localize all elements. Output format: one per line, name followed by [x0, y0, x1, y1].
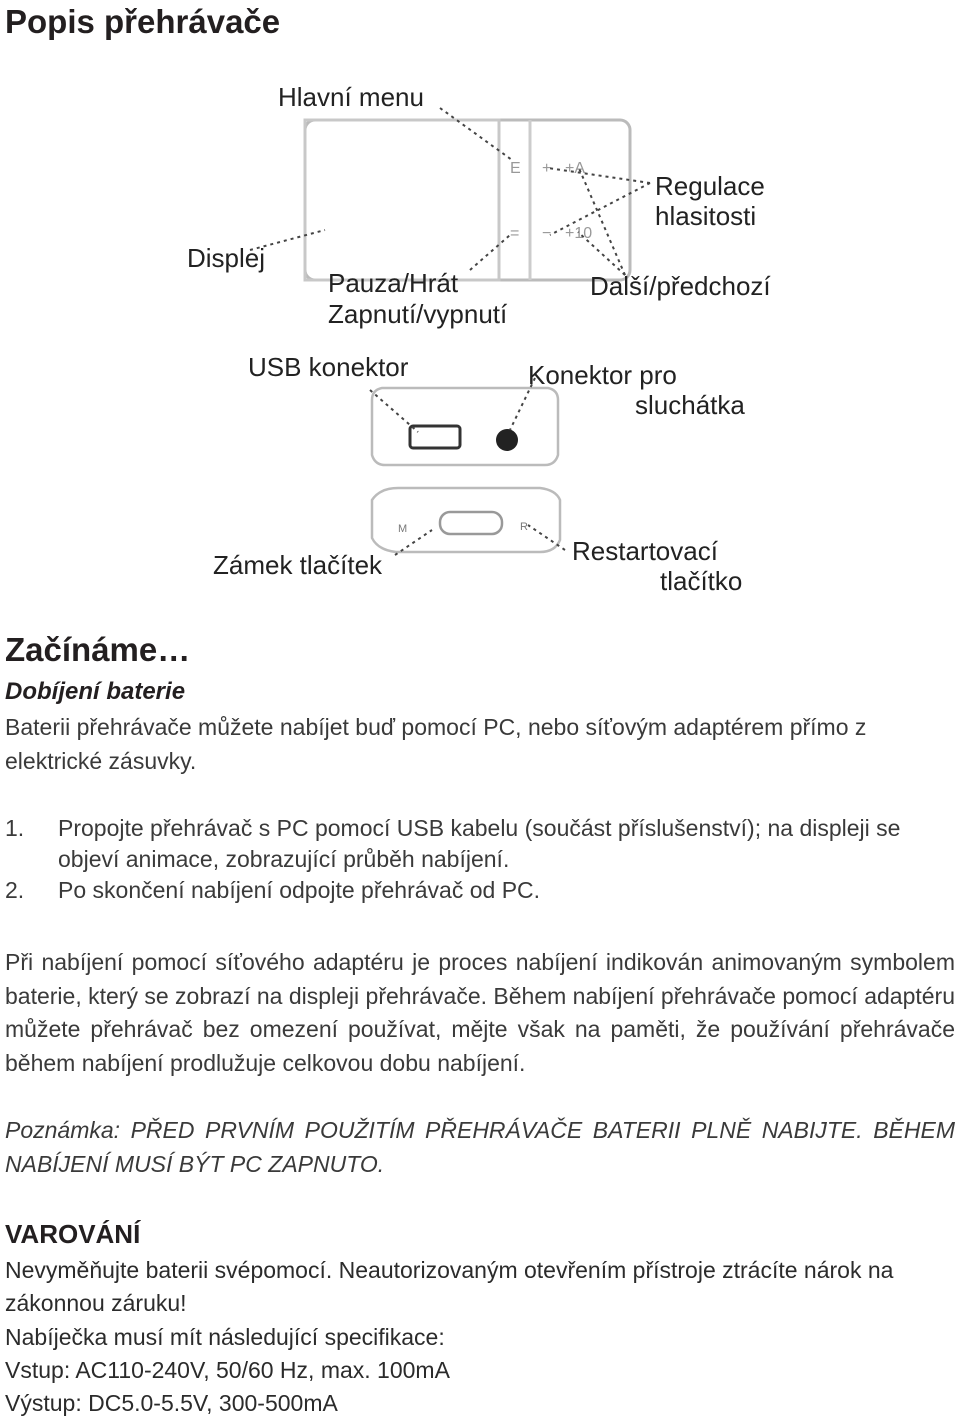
intro-paragraph: Baterii přehrávače můžete nabíjet buď pomocí PC, nebo síťovým adaptérem přímo z elektrické zásuvky. — [5, 714, 867, 774]
label-reset-line1: Restartovací — [572, 536, 718, 566]
prev-glyph: +10 — [565, 225, 593, 242]
page-title: Popis přehrávače — [5, 3, 281, 40]
usb-port-shape — [410, 426, 460, 448]
section-title: Začínáme… — [5, 631, 191, 668]
label-usb: USB konektor — [248, 352, 409, 382]
player-diagram — [0, 60, 960, 620]
step-number: 2. — [5, 877, 25, 903]
warning-title: VAROVÁNÍ — [5, 1219, 141, 1249]
label-volume-line1: Regulace — [655, 171, 765, 201]
step-text: Po skončení nabíjení odpojte přehrávač od PC. — [58, 877, 541, 903]
label-headphone-line2: sluchátka — [635, 390, 745, 420]
list-item — [5, 875, 955, 906]
warning-text: Nevyměňujte baterii svépomocí. Neautorizovaným otevřením přístroje ztrácíte nárok na zákonnou záruku! — [5, 1257, 894, 1316]
step-text: Propojte přehrávač s PC pomocí USB kabelu (součást příslušenství); na displeji se objeví animace, zobrazující průběh nabíjení. — [58, 815, 901, 872]
label-next-prev: Další/předchozí — [590, 271, 771, 301]
label-key-lock: Zámek tlačítek — [213, 550, 383, 580]
vol-up-glyph: + — [542, 160, 552, 177]
label-headphone-line1: Konektor pro — [528, 360, 677, 390]
label-power: Zapnutí/vypnutí — [328, 299, 508, 329]
device-body — [305, 120, 630, 280]
player-bottom-view — [372, 388, 558, 465]
adapter-paragraph: Při nabíjení pomocí síťového adaptéru je proces nabíjení indikován animovaným symbolem baterie, který se zobrazí na displeji přehrávače. Během nabíjení přehrávače pomocí adaptéru můžete přehrávač bez omezení používat, mějte však na paměti, že používání přehrávače během nabíjení prodlužuje celkovou dobu nabíjení. — [5, 949, 955, 1076]
list-item — [5, 813, 955, 875]
display-screen — [305, 120, 499, 280]
player-top-view — [372, 488, 560, 552]
subsection-title: Dobíjení baterie — [5, 678, 186, 705]
lock-slider-shape — [440, 512, 502, 534]
label-pause-play: Pauza/Hrát — [328, 268, 459, 298]
step-number: 1. — [5, 815, 25, 841]
vol-down-glyph: − — [542, 225, 552, 242]
svg-text:R: R — [520, 521, 528, 533]
svg-text:M: M — [398, 523, 408, 535]
label-display: Displej — [187, 243, 266, 273]
input-spec: Vstup: AC110-240V, 50/60 Hz, max. 100mA — [5, 1357, 450, 1383]
headphone-jack-shape — [496, 429, 518, 451]
charger-spec-title: Nabíječka musí mít následující specifikace: — [5, 1324, 445, 1350]
label-reset-line2: tlačítko — [660, 566, 743, 596]
play-button-glyph: = — [510, 225, 520, 242]
player-front-view — [305, 120, 630, 280]
menu-button-glyph: E — [510, 160, 521, 177]
charging-steps — [5, 813, 955, 906]
output-spec: Výstup: DC5.0-5.5V, 300-500mA — [5, 1390, 338, 1416]
note-paragraph: Poznámka: PŘED PRVNÍM POUŽITÍM PŘEHRÁVAČE BATERII PLNĚ NABIJTE. BĚHEM NABÍJENÍ MUSÍ BÝT PC ZAPNUTO. — [5, 1117, 955, 1177]
next-glyph: +A — [565, 160, 586, 177]
label-main-menu: Hlavní menu — [278, 82, 424, 112]
label-volume-line2: hlasitosti — [655, 201, 757, 231]
